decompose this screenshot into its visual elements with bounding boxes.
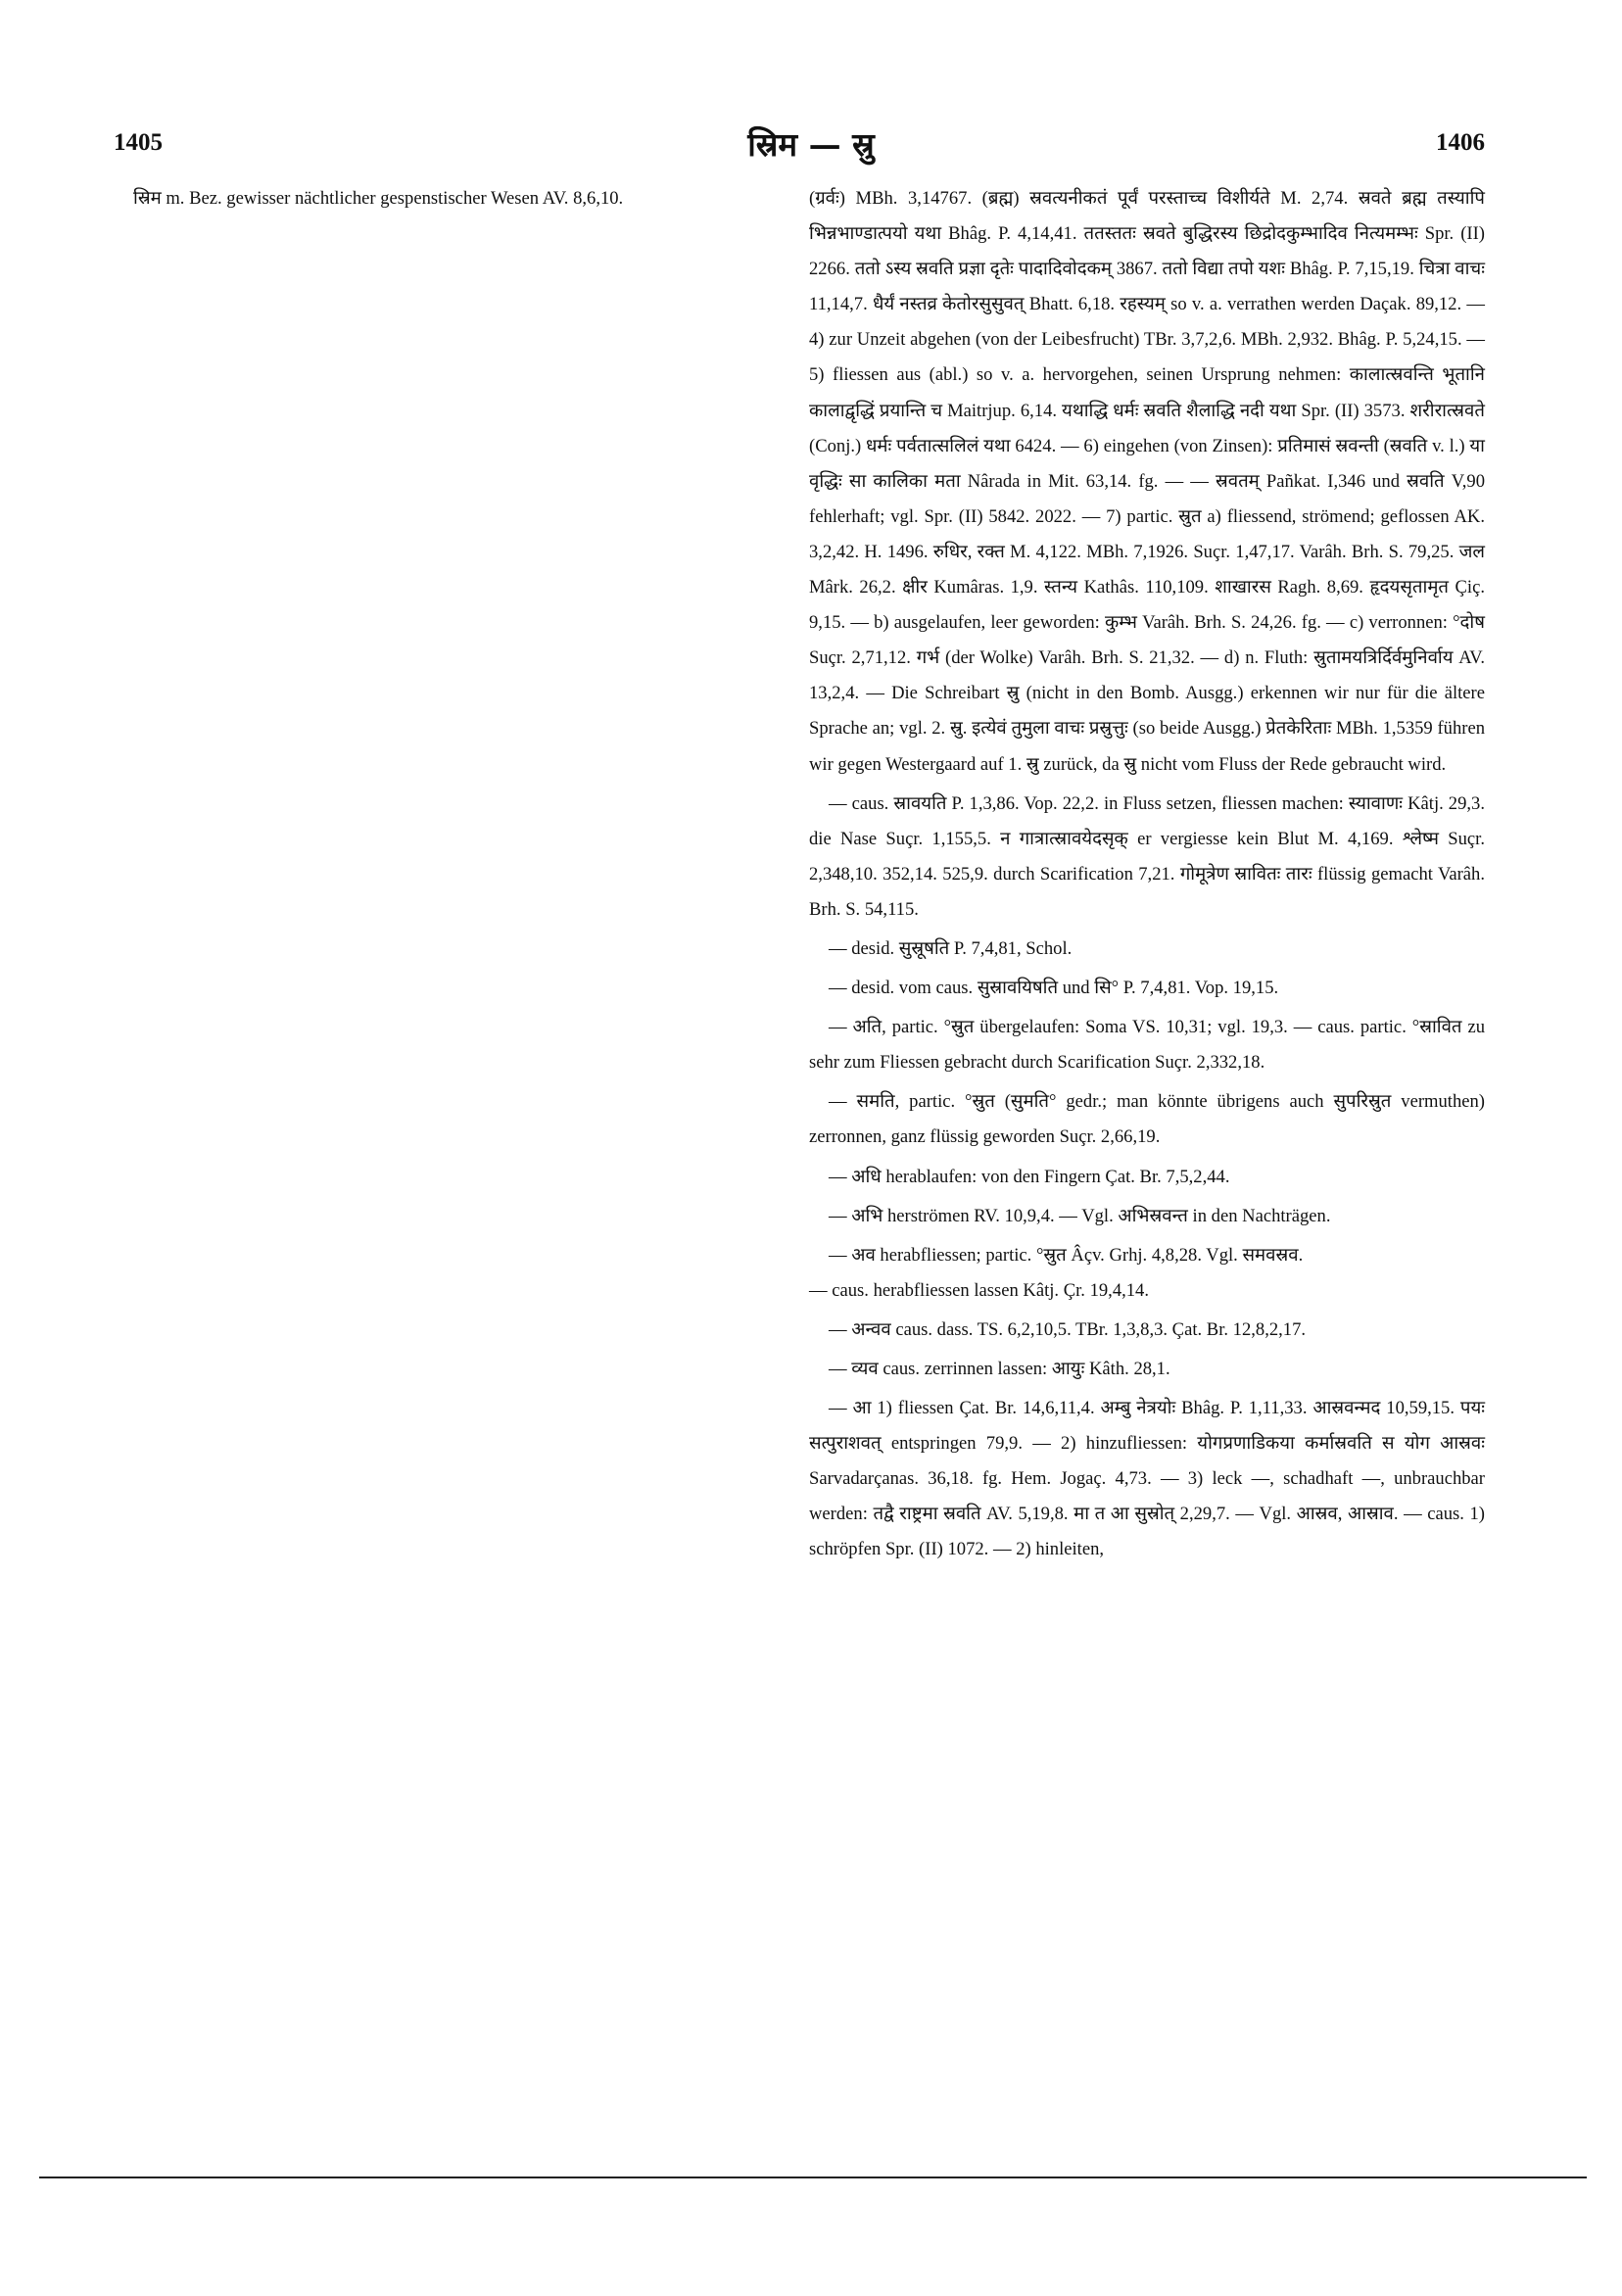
- entry-paragraph: — desid. vom caus. सुस्रावयिषति und सि° P. 7,4,81. Vop. 19,15.: [829, 978, 1279, 999]
- entry-paragraph: — desid. सुस्रूषति P. 7,4,81, Schol.: [829, 937, 1073, 959]
- entry-paragraph: — अधि herablaufen: von den Fingern Çat. Br. 7,5,2,44.: [829, 1166, 1230, 1187]
- entry-paragraph: (ग्रर्वः) MBh. 3,14767. (ब्रह्म) स्रवत्यनीकतं पूर्वं परस्ताच्च विशीर्यते M. 2,74. स्रवते ब्रह्म तस्यापि भिन्नभाण्डात्पयो यथा Bhâg. P. 4,14,41. ततस्ततः स्रवते बुद्धिरस्य छिद्रोदकुम्भादिव नित्यमम्भः Spr. (II) 2266. ततो ऽस्य स्रवति प्रज्ञा दृतेः पादादिवोदकम् 3867. ततो विद्या तपो यशः Bhâg. P. 7,15,19. चित्रा वाचः 11,14,7. धैर्यं नस्तव्र केतोरसुसुवत् Bhatt. 6,18. रहस्यम् so v. a. verrathen werden Daçak. 89,12. — 4) zur Unzeit abgehen (von der Leibesfrucht) TBr. 3,7,2,6. MBh. 2,932. Bhâg. P. 5,24,15. — 5) fliessen aus (abl.) so v. a. hervorgehen, seinen Ursprung nehmen: कालात्स्रवन्ति भूतानि कालाद्वृद्धिं प्रयान्ति च Maitrjup. 6,14. यथाद्धि धर्मः स्रवति शैलाद्धि नदी यथा Spr. (II) 3573. शरीरात्स्रवते (Conj.) धर्मः पर्वतात्सलिलं यथा 6424. — 6) eingehen (von Zinsen): प्रतिमासं स्रवन्ती (स्रवति v. l.) या वृद्धिः सा कालिका मता Nârada in Mit. 63,14. fg. — — स्रवतम् Pañkat. I,346 und स्रवति V,90 fehlerhaft; vgl. Spr. (II) 5842. 2022. — 7) partic. स्रुत a) fliessend, strömend; geflossen AK. 3,2,42. H. 1496. रुधिर, रक्त M. 4,122. MBh. 7,1926. Suçr. 1,47,17. Varâh. Brh. S. 79,25. जल Mârk. 26,2. क्षीर Kumâras. 1,9. स्तन्य Kathâs. 110,109. शाखारस Ragh. 8,69. हृदयसृतामृत Çiç. 9,15. — b) ausgelaufen, leer geworden: कुम्भ Varâh. Brh. S. 24,26. fg. — c) verronnen: °दोष Suçr. 2,71,12. गर्भ (der Wolke) Varâh. Brh. S. 21,32. — d) n. Fluth: स्रुतामयत्रिर्दिर्वमुनिर्वाय AV. 13,2,4. — Die Schreibart स्रु (nicht in den Bomb. Ausgg.) erkennen wir nur für die ältere Sprache an; vgl. 2. स्रु. इत्येवं तुमुला वाचः प्रस्रुत्तुः (so beide Ausgg.) प्रेतकेरिताः MBh. 1,5359 führen wir gegen Westergaard auf 1. स्रु zurück, da स्रु nicht vom Fluss der Rede gebraucht wird.: [809, 188, 1485, 775]
- entry-paragraph: — व्यव caus. zerrinnen lassen: आयुः Kâth. 28,1.: [829, 1359, 1170, 1379]
- entry-paragraph: — अभि herströmen RV. 10,9,4. — Vgl. अभिस्रवन्त in den Nachträgen.: [829, 1205, 1331, 1226]
- entry-paragraph: — अति, partic. °स्रुत übergelaufen: Soma VS. 10,31; vgl. 19,3. — caus. partic. °स्रावित zu sehr zum Fliessen gebracht durch Scarification Suçr. 2,332,18.: [809, 1017, 1485, 1074]
- page-number-right: 1406: [1436, 129, 1485, 156]
- entry-paragraph: स्रिम m. Bez. gewisser nächtlicher gespenstischer Wesen AV. 8,6,10.: [133, 188, 624, 209]
- entry-paragraph: — आ 1) fliessen Çat. Br. 14,6,11,4. अम्बु नेत्रयोः Bhâg. P. 1,11,33. आस्रवन्मद 10,59,15. पयः सत्पुराशवत् entspringen 79,9. — 2) hinzufliessen: योगप्रणाडिकया कर्मास्रवति स योग आस्रवः Sarvadarçanas. 36,18. fg. Hem. Jogaç. 4,73. — 3) leck —, schadhaft —, unbrauchbar werden: तद्वै राष्ट्रमा स्रवति AV. 5,19,8. मा त आ सुस्रोत् 2,29,7. — Vgl. आस्रव, आस्राव. — caus. 1) schröpfen Spr. (II) 1072. — 2) hinleiten,: [809, 1398, 1485, 1560]
- entry-paragraph: — caus. स्रावयति P. 1,3,86. Vop. 22,2. in Fluss setzen, fliessen machen: स्यावाणः Kâtj. 29,3. die Nase Suçr. 1,155,5. न गात्रात्स्रावयेदसृक् er vergiesse kein Blut M. 4,169. श्लेष्म Suçr. 2,348,10. 352,14. 525,9. durch Scarification 7,21. गोमूत्रेण स्रावितः तारः flüssig gemacht Varâh. Brh. S. 54,115.: [809, 792, 1485, 920]
- page-header: [0, 0, 1622, 196]
- entry-paragraph: — समति, partic. °स्रुत (सुमति° gedr.; man könnte übrigens auch सुपरिस्रुत vermuthen) zerronnen, ganz flüssig geworden Suçr. 2,66,19.: [809, 1091, 1485, 1148]
- left-column: [114, 181, 789, 216]
- running-headword: स्रिम — स्रु: [747, 125, 875, 164]
- bottom-rule: [39, 2176, 1587, 2178]
- entry-paragraph: — caus. herabfliessen lassen Kâtj. Çr. 19,4,14.: [809, 1279, 1150, 1301]
- page-number-left: 1405: [114, 129, 163, 156]
- entry-paragraph: — अव herabfliessen; partic. °स्रुत Âçv. Grhj. 4,8,28. Vgl. समवस्रव.: [829, 1244, 1304, 1266]
- right-column: [809, 181, 1485, 1568]
- entry-paragraph: — अन्वव caus. dass. TS. 6,2,10,5. TBr. 1,3,8,3. Çat. Br. 12,8,2,17.: [829, 1318, 1307, 1340]
